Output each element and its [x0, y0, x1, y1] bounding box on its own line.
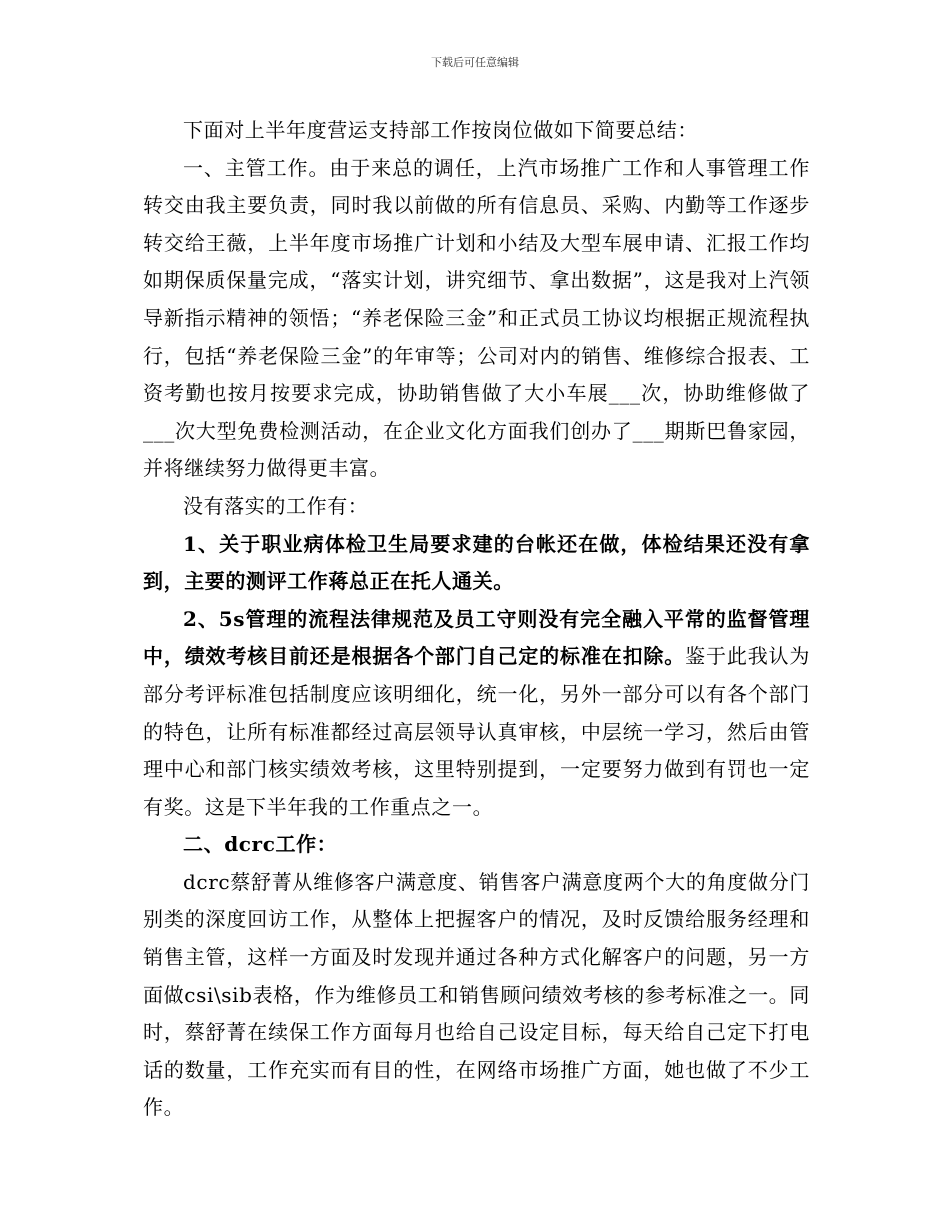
- unfinished-item-2: [143, 601, 810, 827]
- unfinished-work-heading: 没有落实的工作有：: [183, 493, 369, 518]
- section-dcrc-paragraph: dcrc蔡舒菁从维修客户满意度、销售客户满意度两个大的角度做分门别类的深度回访工作，从整体上把握客户的情况，及时反馈给服务经理和销售主管，这样一方面及时发现并通过各种方式化解客户的问题，另一方面做csi\sib表格，作为维修员工和销售顾问绩效考核的参考标准之一。同时，蔡舒菁在续保工作方面每月也给自己设定目标，每天给自己定下打电话的数量，工作充实而有目的性，在网络市场推广方面，她也做了不少工作。: [143, 869, 810, 1120]
- section-supervisor-work: 一、主管工作。由于来总的调任，上汽市场推广工作和人事管理工作转交由我主要负责，同时我以前做的所有信息员、采购、内勤等工作逐步转交给王薇，上半年度市场推广计划和小结及大型车展申请、汇报工作均如期保质保量完成，“落实计划，讲究细节、拿出数据”，这是我对上汽领导新指示精神的领悟；“养老保险三金”和正式员工协议均根据正规流程执行，包括“养老保险三金”的年审等；公司对内的销售、维修综合报表、工资考勤也按月按要求完成，协助销售做了大小车展___次，协助维修做了___次大型免费检测活动，在企业文化方面我们创办了___期斯巴鲁家园，并将继续努力做得更丰富。: [143, 155, 810, 481]
- intro-paragraph: 下面对上半年度营运支持部工作按岗位做如下简要总结：: [183, 118, 698, 142]
- unfinished-item-1: 1、关于职业病体检卫生局要求建的台帐还在做，体检结果还没有拿到，主要的测评工作蒋总正在托人通关。: [143, 531, 810, 594]
- unfinished-item-2-text: 鉴于此我认为部分考评标准包括制度应该明细化，统一化，另外一部分可以有各个部门的特色，让所有标准都经过高层领导认真审核，中层统一学习，然后由管理中心和部门核实绩效考核，这里特别提到，一定要努力做到有罚也一定有奖。这是下半年我的工作重点之一。: [143, 644, 810, 819]
- page-header: 下载后可任意编辑: [431, 56, 519, 69]
- document-body: [143, 112, 810, 1127]
- section-dcrc-heading: 二、dcrc工作：: [183, 832, 338, 857]
- unfinished-item-2-bold: 2、5s管理的流程法律规范及员工守则没有完全融入平常的监督管理中，绩效考核目前还是根据各个部门自己定的标准在扣除。: [143, 606, 810, 669]
